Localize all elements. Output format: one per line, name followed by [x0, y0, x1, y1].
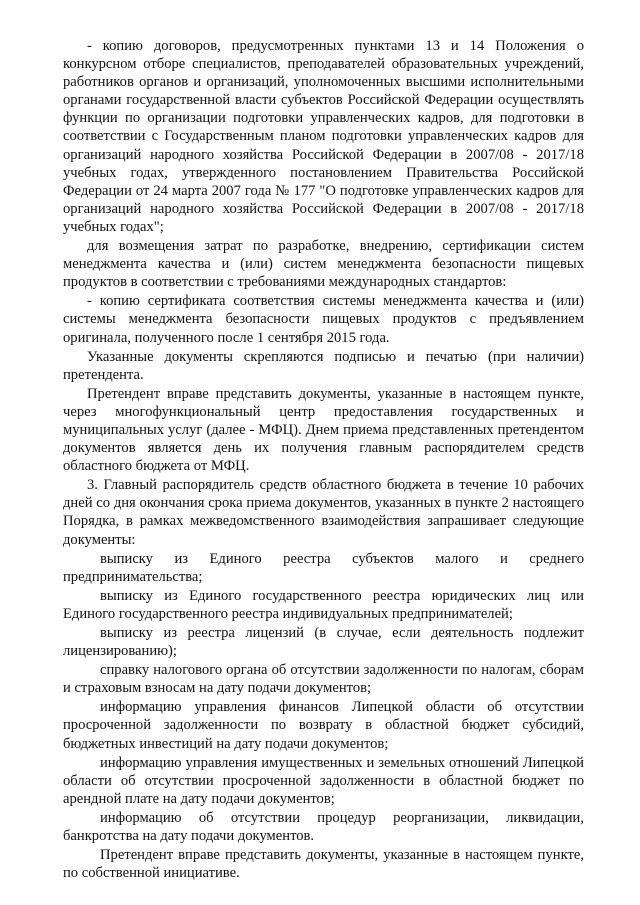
paragraph-certificate-copy: - копию сертификата соответствия системы менеджмента качества и (или) системы менеджмента безопасности пищевых продуктов с предъявлением оригинала, полученного после 1 сентября 2015 года.: [63, 293, 584, 346]
paragraph-tax-certificate: справку налогового органа об отсутствии задолженности по налогам, сборам и страховым взносам на дату подачи документов;: [63, 662, 584, 697]
paragraph-signature-seal: Указанные документы скрепляются подписью и печатью (при наличии) претендента.: [63, 348, 584, 383]
paragraph-egrul-extract: выписку из Единого государственного реестра юридических лиц или Единого государственного реестра индивидуальных предпринимателей;: [63, 587, 584, 622]
paragraph-contract-copies: - копию договоров, предусмотренных пунктами 13 и 14 Положения о конкурсном отборе специалистов, преподавателей образовательных учреждений, работников органов и организаций, уполномоченных высшими исполнительными органами государственной власти субъектов Российской Федерации осуществлять функции по организации подготовки управленческих кадров, для подготовки в соответствии с Государственным планом подготовки управленческих кадров для организаций народного хозяйства Российской Федерации в 2007/08 - 2017/18 учебных годах, утвержденного постановлением Правительства Российской Федерации от 24 марта 2007 года № 177 "О подготовке управленческих кадров для организаций народного хозяйства Российской Федерации в 2007/08 - 2017/18 учебных годах";: [63, 38, 584, 235]
paragraph-own-initiative: Претендент вправе представить документы, указанные в настоящем пункте, по собственной инициативе.: [63, 847, 584, 882]
paragraph-finance-info: информацию управления финансов Липецкой области об отсутствии просроченной задолженности по возврату в областной бюджет субсидий, бюджетных инвестиций на дату подачи документов;: [63, 699, 584, 752]
paragraph-sme-registry-extract: выписку из Единого реестра субъектов малого и среднего предпринимательства;: [63, 550, 584, 585]
paragraph-reorganization-info: информацию об отсутствии процедур реорганизации, ликвидации, банкротства на дату подачи документов.: [63, 809, 584, 845]
paragraph-property-info: информацию управления имущественных и земельных отношений Липецкой области об отсутствии просроченной задолженности в областной бюджет по арендной плате на дату подачи документов;: [63, 754, 584, 807]
paragraph-license-registry-extract: выписку из реестра лицензий (в случае, если деятельность подлежит лицензированию);: [63, 625, 584, 660]
paragraph-quality-costs: для возмещения затрат по разработке, внедрению, сертификации систем менеджмента качества и (или) систем менеджмента безопасности пищевых продуктов в соответствии с требованиями международных стандартов:: [63, 238, 584, 291]
paragraph-mfc-submission: Претендент вправе представить документы, указанные в настоящем пункте, через многофункциональный центр предоставления государственных и муниципальных услуг (далее - МФЦ). Днем приема представленных претендентом документов является день их получения главным распорядителем средств областного бюджета от МФЦ.: [63, 385, 584, 475]
paragraph-point-3: 3. Главный распорядитель средств областного бюджета в течение 10 рабочих дней со дня окончания срока приема документов, указанных в пункте 2 настоящего Порядка, в рамках межведомственного взаимодействия запрашивает следующие документы:: [63, 477, 584, 548]
